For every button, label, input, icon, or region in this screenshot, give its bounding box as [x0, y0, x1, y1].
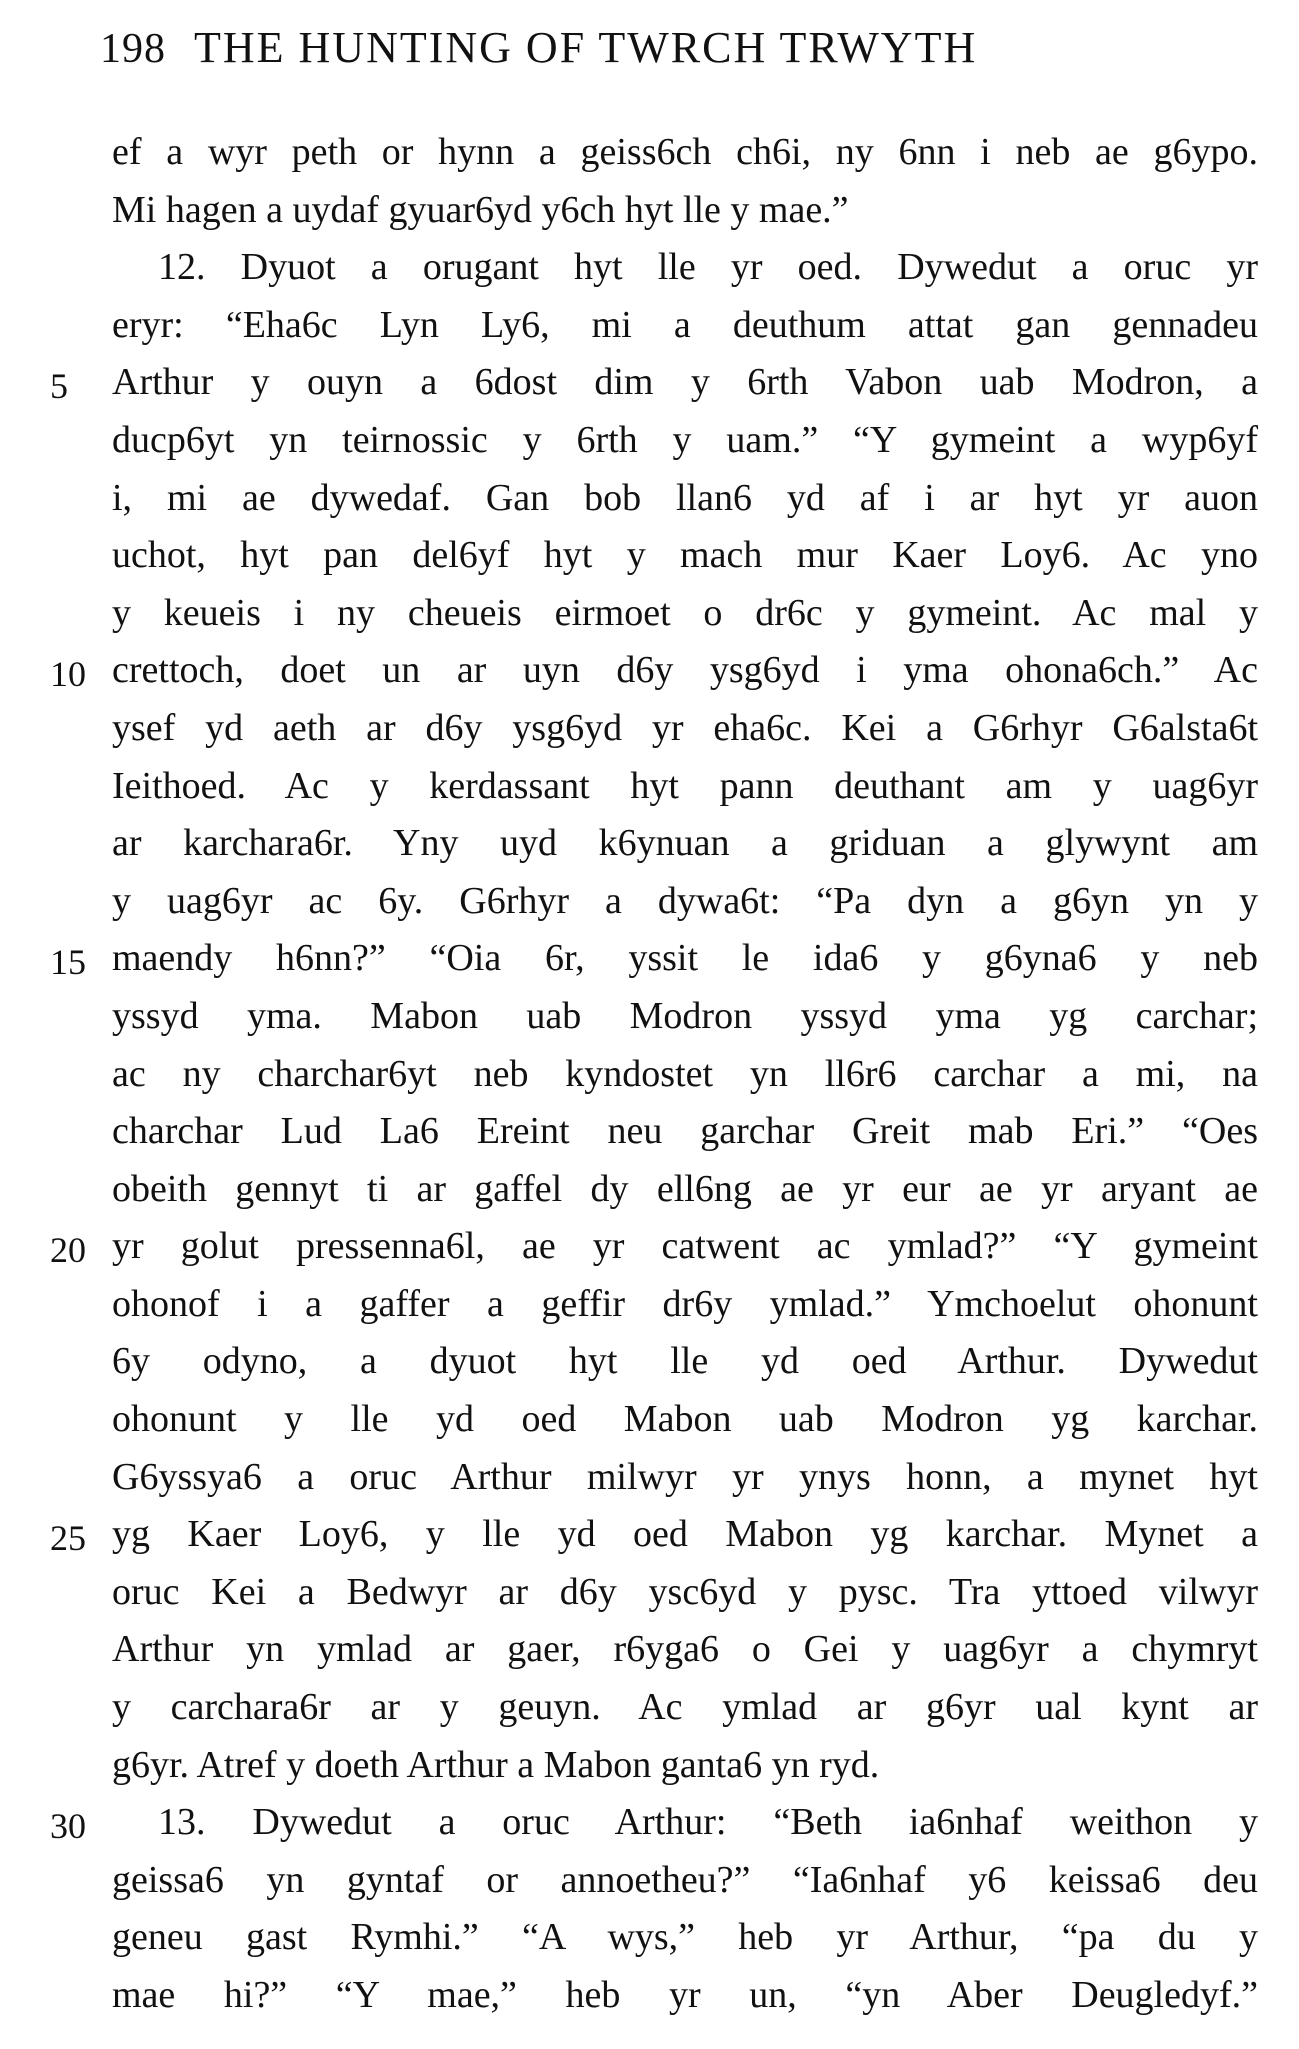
text-line: [0, 1220, 1299, 1278]
line-number: 5: [50, 366, 68, 407]
line-number: 20: [50, 1230, 86, 1271]
text-line: [0, 1335, 1299, 1393]
text-line: [0, 529, 1299, 587]
line-number: 30: [50, 1806, 86, 1847]
text-line: [0, 126, 1299, 184]
text-line: [0, 1566, 1299, 1624]
text-line: [0, 1393, 1299, 1451]
text-line: [0, 1854, 1299, 1912]
line-text: i, mi ae dywedaf. Gan bob llan6 yd af i ar hyt yr auon: [112, 476, 1258, 519]
running-title: THE HUNTING OF TWRCH TRWYTH: [194, 23, 978, 72]
line-text: obeith gennyt ti ar gaffel dy ell6ng ae yr eur ae yr aryant ae: [112, 1167, 1258, 1210]
text-line: [0, 472, 1299, 530]
line-text: ysef yd aeth ar d6y ysg6yd yr eha6c. Kei a G6rhyr G6alsta6t: [112, 706, 1258, 749]
text-line: [0, 587, 1299, 645]
text-body: [0, 126, 1299, 2027]
line-text: crettoch, doet un ar uyn d6y ysg6yd i yma ohona6ch.” Ac: [112, 649, 1258, 692]
text-line: [0, 1163, 1299, 1221]
line-text: ohonunt y lle yd oed Mabon uab Modron yg karchar.: [112, 1398, 1258, 1441]
line-text: ef a wyr peth or hynn a geiss6ch ch6i, ny 6nn i neb ae g6ypo.: [112, 131, 1258, 173]
line-text: eryr: “Eha6c Lyn Ly6, mi a deuthum attat gan gennadeu: [112, 303, 1258, 346]
line-text: ac ny charchar6yt neb kyndostet yn ll6r6 carchar a mi, na: [112, 1052, 1258, 1095]
page-number: 198: [100, 26, 166, 72]
text-line: [0, 1681, 1299, 1739]
text-line: [0, 1105, 1299, 1163]
line-text: yg Kaer Loy6, y lle yd oed Mabon yg karchar. Mynet a: [112, 1513, 1258, 1556]
line-text: geissa6 yn gyntaf or annoetheu?” “Ia6nhaf y6 keissa6 deu: [112, 1858, 1258, 1901]
line-text: ohonof i a gaffer a geffir dr6y ymlad.” Ymchoelut ohonunt: [112, 1282, 1258, 1325]
line-text: uchot, hyt pan del6yf hyt y mach mur Kaer Loy6. Ac yno: [112, 534, 1258, 577]
text-line: [0, 414, 1299, 472]
text-line: [0, 1048, 1299, 1106]
line-text: mae hi?” “Y mae,” heb yr un, “yn Aber Deugledyf.”: [112, 1974, 1258, 2016]
line-text: G6yssya6 a oruc Arthur milwyr yr ynys honn, a mynet hyt: [112, 1455, 1258, 1498]
line-text: charchar Lud La6 Ereint neu garchar Greit mab Eri.” “Oes: [112, 1110, 1258, 1153]
line-text: 13. Dywedut a oruc Arthur: “Beth ia6nhaf weithon y: [158, 1801, 1258, 1844]
line-text: ar karchara6r. Yny uyd k6ynuan a griduan a glywynt am: [112, 822, 1258, 865]
line-text: 6y odyno, a dyuot hyt lle yd oed Arthur. Dywedut: [112, 1340, 1258, 1383]
text-line: [0, 241, 1299, 299]
line-text: yr golut pressenna6l, ae yr catwent ac ymlad?” “Y gymeint: [112, 1225, 1258, 1268]
line-text: y keueis i ny cheueis eirmoet o dr6c y gymeint. Ac mal y: [112, 591, 1258, 634]
line-text: oruc Kei a Bedwyr ar d6y ysc6yd y pysc. Tra yttoed vilwyr: [112, 1570, 1258, 1613]
line-text: Ieithoed. Ac y kerdassant hyt pann deuthant am y uag6yr: [112, 764, 1258, 807]
line-text: y uag6yr ac 6y. G6rhyr a dywa6t: “Pa dyn a g6yn yn y: [112, 879, 1258, 922]
line-number: 25: [50, 1518, 86, 1559]
text-line: [0, 760, 1299, 818]
text-line: [0, 184, 1299, 242]
text-line: [0, 356, 1299, 414]
line-text: y carchara6r ar y geuyn. Ac ymlad ar g6yr ual kynt ar: [112, 1686, 1258, 1729]
line-number: 15: [50, 942, 86, 983]
line-text: g6yr. Atref y doeth Arthur a Mabon ganta6 yn ryd.: [112, 1743, 880, 1786]
text-line: [0, 875, 1299, 933]
line-text: Arthur y ouyn a 6dost dim y 6rth Vabon uab Modron, a: [112, 361, 1258, 404]
line-text: Arthur yn ymlad ar gaer, r6yga6 o Gei y uag6yr a chymryt: [112, 1628, 1258, 1671]
text-line: [0, 1623, 1299, 1681]
text-line: [0, 702, 1299, 760]
line-number: 10: [50, 654, 86, 695]
text-line: [0, 817, 1299, 875]
page-header: [100, 22, 1260, 82]
text-line: [0, 1969, 1299, 2027]
text-line: [0, 990, 1299, 1048]
line-text: maendy h6nn?” “Oia 6r, yssit le ida6 y g6yna6 y neb: [112, 937, 1258, 980]
text-line: [0, 1911, 1299, 1969]
text-line: [0, 644, 1299, 702]
line-text: Mi hagen a uydaf gyuar6yd y6ch hyt lle y mae.”: [112, 188, 849, 231]
text-line: [0, 1796, 1299, 1854]
line-text: 12. Dyuot a orugant hyt lle yr oed. Dywedut a oruc yr: [158, 246, 1258, 289]
text-line: [0, 932, 1299, 990]
text-line: [0, 299, 1299, 357]
text-line: [0, 1451, 1299, 1509]
line-text: yssyd yma. Mabon uab Modron yssyd yma yg carchar;: [112, 994, 1258, 1037]
text-line: [0, 1508, 1299, 1566]
line-text: geneu gast Rymhi.” “A wys,” heb yr Arthur, “pa du y: [112, 1916, 1258, 1959]
text-line: [0, 1739, 1299, 1797]
text-line: [0, 1278, 1299, 1336]
line-text: ducp6yt yn teirnossic y 6rth y uam.” “Y gymeint a wyp6yf: [112, 418, 1258, 461]
